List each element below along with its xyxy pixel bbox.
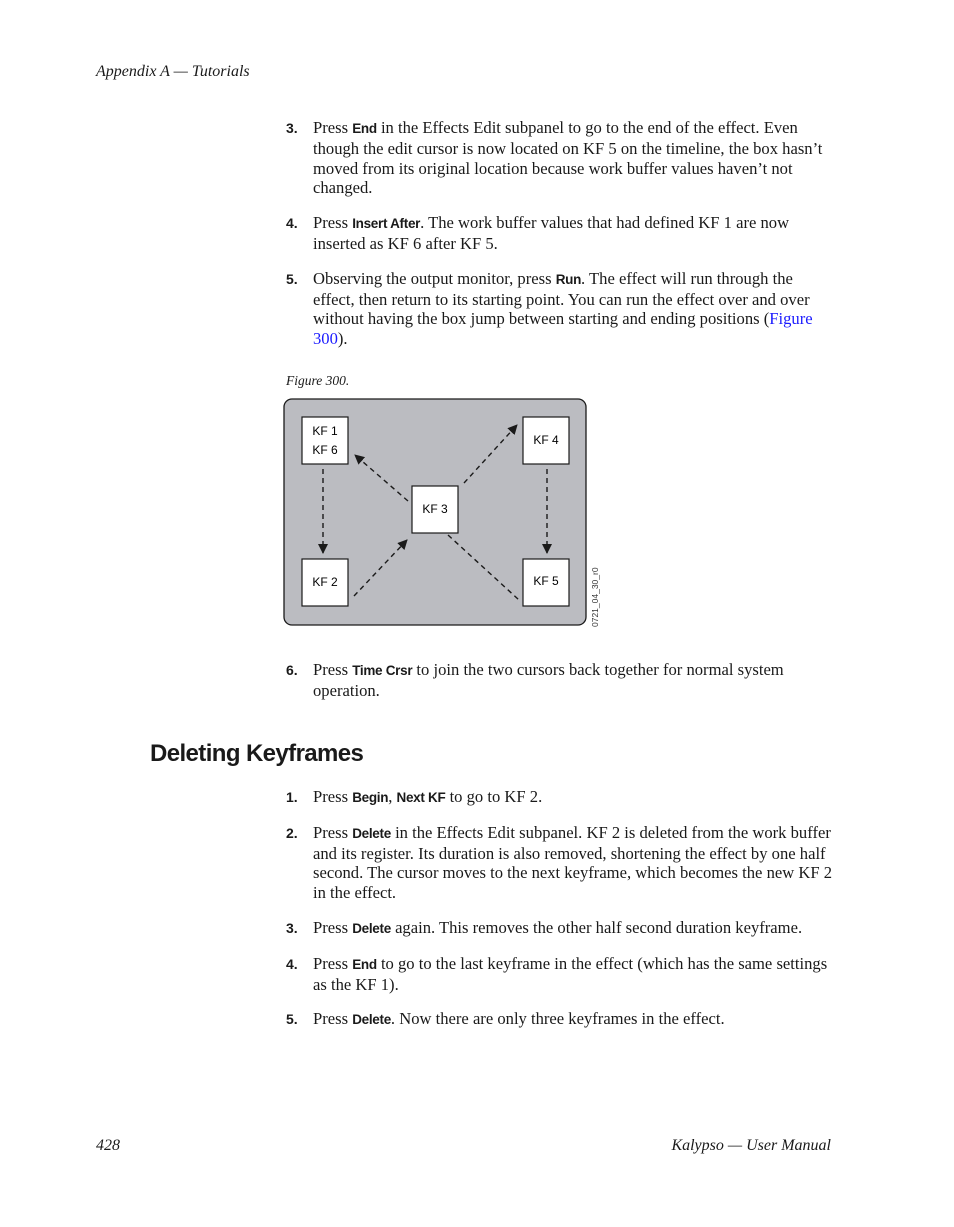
step-number: 3. bbox=[286, 919, 298, 936]
step-text: . The work buffer values that had defined KF 1 are now inserted as KF 6 after KF 5. bbox=[313, 213, 790, 253]
kf6-label: KF 6 bbox=[312, 443, 338, 457]
step-number: 1. bbox=[286, 789, 298, 805]
step-number: 2. bbox=[286, 824, 298, 841]
kf2-label: KF 2 bbox=[312, 575, 338, 589]
step-number: 4. bbox=[286, 955, 298, 972]
keyframe-box-kf1-kf6 bbox=[302, 417, 348, 464]
step-item bbox=[286, 269, 834, 349]
step-text: to go to KF 2. bbox=[445, 787, 543, 806]
step-number: 5. bbox=[286, 1011, 298, 1028]
step-text: in the Effects Edit subpanel. KF 2 is deleted from the work buffer and its register. Its duration is also removed, shortening the effect by one half second. The cursor moves to the next keyframe, which becomes the new KF 2 in the effect. bbox=[313, 822, 833, 903]
step-text: Press bbox=[313, 822, 353, 842]
step-text: Press bbox=[313, 213, 353, 233]
keyframe-box-kf4 bbox=[523, 417, 569, 464]
page-number: 428 bbox=[96, 1137, 120, 1154]
ui-control-name: Insert After bbox=[352, 216, 421, 232]
step-number: 6. bbox=[286, 662, 298, 678]
step-item bbox=[286, 660, 834, 701]
section-heading: Deleting Keyframes bbox=[150, 740, 364, 767]
step-text: Press bbox=[313, 1009, 353, 1029]
kf3-label: KF 3 bbox=[422, 502, 448, 516]
step-number: 5. bbox=[286, 270, 298, 287]
ui-control-name: Run bbox=[555, 271, 582, 287]
ui-control-name: Delete bbox=[352, 920, 391, 936]
step-text: . The effect will run through the effect, then return to its starting point. You can run the effect over and over without having the box jump between starting and ending positions ( bbox=[313, 268, 810, 329]
running-header: Appendix A — Tutorials bbox=[96, 63, 250, 80]
ui-control-name: Time Crsr bbox=[352, 663, 413, 678]
ui-control-name: Delete bbox=[352, 825, 391, 841]
steps-before-figure bbox=[286, 118, 834, 349]
figure-caption: Figure 300. bbox=[286, 373, 350, 388]
keyframe-box-kf3 bbox=[412, 486, 458, 533]
ui-control-name: Delete bbox=[352, 1012, 391, 1028]
step-item bbox=[286, 823, 834, 903]
step-text: Press bbox=[313, 118, 353, 137]
step-text: to join the two cursors back together for normal system operation. bbox=[313, 660, 784, 700]
step-number: 4. bbox=[286, 215, 298, 232]
keyframe-path-diagram bbox=[282, 397, 602, 633]
keyframe-box-kf2 bbox=[302, 559, 348, 606]
step-item bbox=[286, 118, 834, 198]
kf1-label: KF 1 bbox=[312, 424, 338, 438]
step-text: to go to the last keyframe in the effect (which has the same settings as the KF 1). bbox=[313, 953, 828, 994]
ui-control-name: End bbox=[352, 121, 377, 136]
step-text: Press bbox=[313, 917, 353, 937]
step-item bbox=[286, 954, 834, 995]
keyframe-box-kf5 bbox=[523, 559, 569, 606]
step-text: Press bbox=[313, 787, 353, 806]
ui-control-name: Next KF bbox=[396, 790, 446, 805]
kf4-label: KF 4 bbox=[533, 433, 559, 447]
document-title: Kalypso — User Manual bbox=[671, 1137, 831, 1154]
step-item bbox=[286, 1009, 834, 1030]
step-text: Press bbox=[313, 953, 353, 973]
step-text: in the Effects Edit subpanel to go to the end of the effect. Even though the edit cursor is now located on KF 5 on the timeline, the box hasn’t moved from its original location because work buffer values haven’t not changed. bbox=[313, 118, 823, 198]
step-text: , bbox=[388, 787, 397, 806]
step-text: . Now there are only three keyframes in the effect. bbox=[390, 1009, 725, 1029]
step-text: Observing the output monitor, press bbox=[313, 268, 556, 288]
step-text: again. This removes the other half second duration keyframe. bbox=[390, 917, 803, 937]
ui-control-name: Begin bbox=[352, 790, 389, 805]
kf5-label: KF 5 bbox=[533, 574, 559, 588]
ui-control-name: End bbox=[352, 956, 377, 972]
step-number: 3. bbox=[286, 120, 298, 136]
step-text: Press bbox=[313, 660, 353, 679]
steps-after-figure bbox=[286, 660, 834, 701]
step-item bbox=[286, 787, 834, 808]
figure-link[interactable]: Figure 300 bbox=[313, 309, 813, 349]
figure-code: 0721_04_30_r0 bbox=[590, 567, 600, 627]
step-item bbox=[286, 213, 834, 254]
step-item bbox=[286, 918, 834, 939]
deleting-keyframes-steps bbox=[286, 787, 834, 1030]
step-text: ). bbox=[337, 329, 348, 349]
